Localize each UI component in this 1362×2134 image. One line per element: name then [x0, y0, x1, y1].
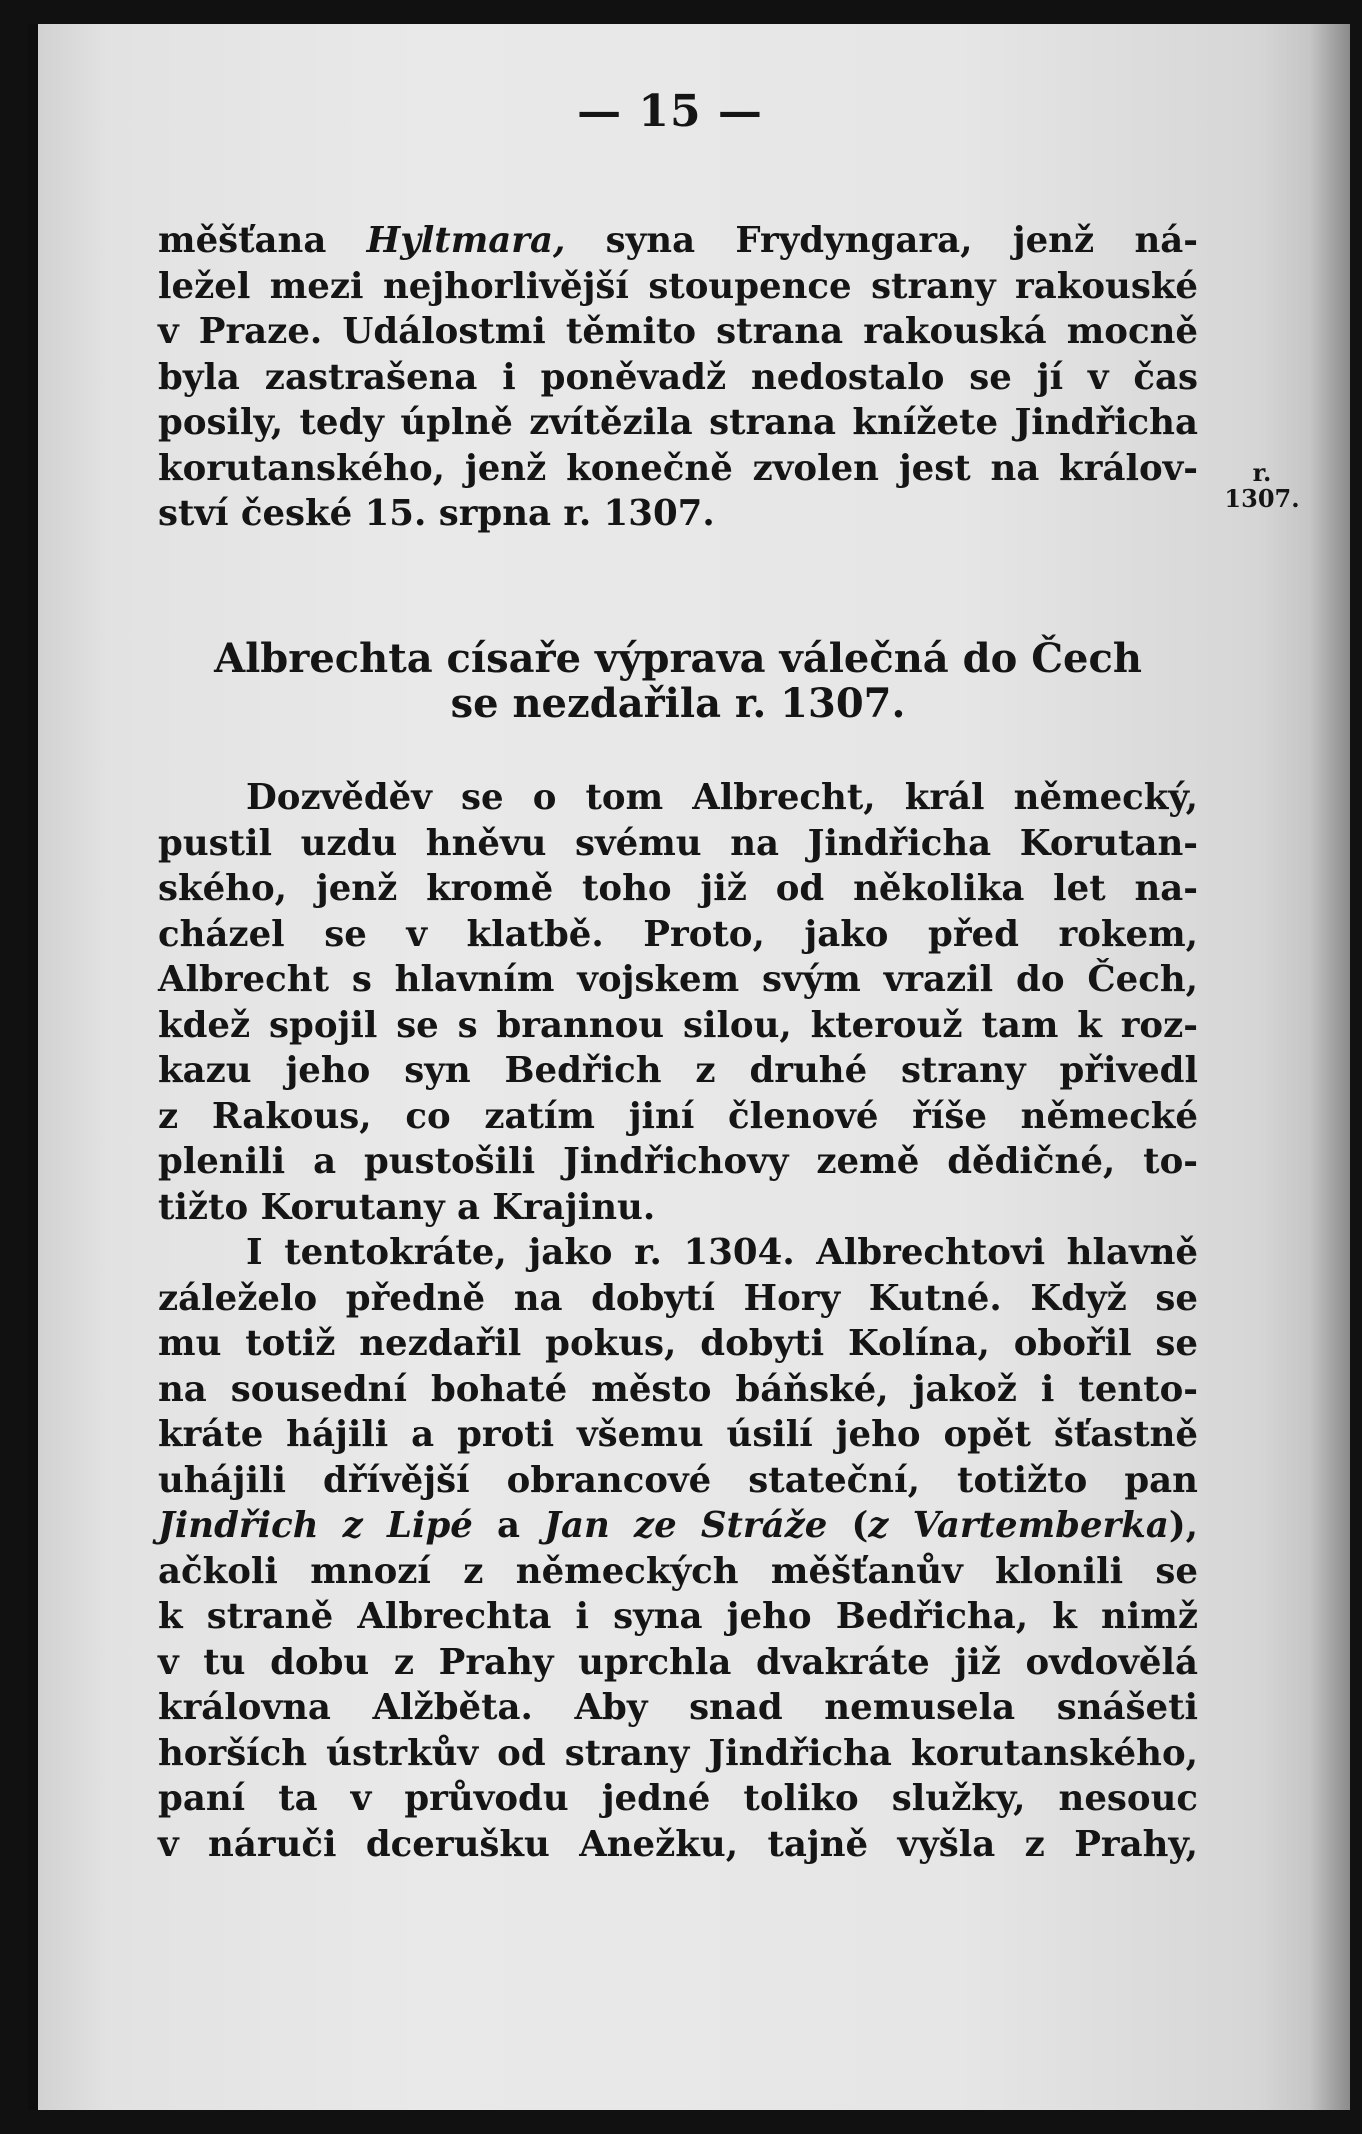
text-line: korutanského, jenž konečně zvolen jest na králov-: [158, 447, 1198, 489]
text-line: ského, jenž kromě toho již od několika let na-: [158, 868, 1198, 909]
text-line: ležel mezi nejhorlivější stoupence strany rakouské: [158, 265, 1198, 307]
text-line: Jindřich z Lipé a Jan ze Stráže (z Vartemberka),: [158, 1505, 1198, 1546]
paragraph-3: [158, 1230, 1198, 1867]
margin-note-line: r.: [1252, 458, 1272, 487]
text-line: v Praze. Událostmi těmito strana rakouská mocně: [158, 311, 1198, 352]
margin-note: [1222, 460, 1302, 512]
text-line: Dozvěděv se o tom Albrecht, král německý,: [246, 777, 1198, 818]
text-line: horších ústrkův od strany Jindřicha korutanského,: [158, 1732, 1198, 1774]
text-line: kdež spojil se s brannou silou, kterouž tam k roz-: [158, 1004, 1198, 1046]
text-line: paní ta v průvodu jedné toliko služky, nesouc: [158, 1778, 1198, 1819]
text-line: kráte hájili a proti všemu úsilí jeho opět šťastně: [158, 1414, 1198, 1455]
text-line: měšťana Hyltmara, syna Frydyngara, jenž ná-: [158, 220, 1198, 261]
text-line: z Rakous, co zatím jiní členové říše německé: [158, 1095, 1198, 1137]
text-line: kazu jeho syn Bedřich z druhé strany přivedl: [158, 1050, 1198, 1091]
heading-line: Albrechta císaře výprava válečná do Čech: [214, 635, 1142, 682]
text-line: k straně Albrechta i syna jeho Bedřicha, k nimž: [158, 1596, 1198, 1637]
text-line: ství české 15. srpna r. 1307.: [158, 493, 715, 534]
text-line: záleželo předně na dobytí Hory Kutné. Když se: [158, 1277, 1198, 1319]
text-line: uhájili dřívější obrancové stateční, totižto pan: [158, 1459, 1198, 1501]
text-line: byla zastrašena i poněvadž nedostalo se jí v čas: [158, 356, 1198, 398]
text-line: v tu dobu z Prahy uprchla dvakráte již ovdovělá: [158, 1641, 1198, 1683]
paragraph-2: [158, 775, 1198, 1230]
text-line: pustil uzdu hněvu svému na Jindřicha Korutan-: [158, 822, 1198, 864]
binding-edge: [28, 24, 38, 2110]
text-line: Albrecht s hlavním vojskem svým vrazil do Čech,: [158, 959, 1198, 1000]
section-heading: [158, 636, 1198, 726]
text-line: posily, tedy úplně zvítězila strana knížete Jindřicha: [158, 402, 1198, 443]
text-line: cházel se v klatbě. Proto, jako před rokem,: [158, 913, 1198, 955]
page-number: — 15 —: [577, 86, 763, 137]
text-line: ačkoli mnozí z německých měšťanův klonili se: [158, 1550, 1198, 1592]
text-line: královna Alžběta. Aby snad nemusela snášeti: [158, 1687, 1198, 1728]
margin-note-line: 1307.: [1224, 484, 1300, 513]
paragraph-1: [158, 218, 1198, 537]
text-line: na sousední bohaté město báňské, jakož i tento-: [158, 1368, 1198, 1410]
text-line: tižto Korutany a Krajinu.: [158, 1186, 656, 1228]
page-shadow: [1310, 24, 1350, 2110]
text-line: mu totiž nezdařil pokus, dobyti Kolína, obořil se: [158, 1323, 1198, 1364]
text-line: I tentokráte, jako r. 1304. Albrechtovi hlavně: [246, 1232, 1198, 1273]
heading-line: se nezdařila r. 1307.: [450, 680, 906, 727]
text-line: v náruči dcerušku Anežku, tajně vyšla z Prahy,: [158, 1823, 1198, 1865]
text-line: plenili a pustošili Jindřichovy země dědičné, to-: [158, 1141, 1198, 1182]
